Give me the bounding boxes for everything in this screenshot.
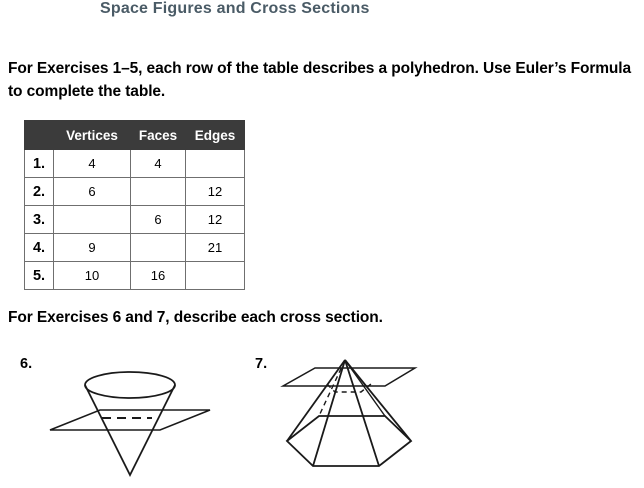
figure-cone-cross-section (40, 355, 220, 485)
row-number: 3. (25, 206, 54, 234)
table-corner-cell (25, 121, 54, 150)
cell-vertices[interactable]: 9 (54, 234, 131, 262)
cell-vertices[interactable]: 6 (54, 178, 131, 206)
figure-label-6: 6. (20, 356, 33, 372)
column-header-faces: Faces (131, 121, 186, 150)
figure-label-7: 7. (255, 356, 268, 372)
cell-edges[interactable]: 21 (186, 234, 245, 262)
cell-faces[interactable]: 4 (131, 150, 186, 178)
cell-faces[interactable]: 16 (131, 262, 186, 290)
figure-pyramid-cross-section (275, 348, 425, 488)
table-row (25, 206, 245, 234)
cell-vertices[interactable] (54, 206, 131, 234)
table-header-row (25, 121, 245, 150)
cell-edges[interactable] (186, 262, 245, 290)
row-number: 2. (25, 178, 54, 206)
cell-edges[interactable]: 12 (186, 206, 245, 234)
cell-vertices[interactable]: 4 (54, 150, 131, 178)
table-row (25, 234, 245, 262)
table-row (25, 178, 245, 206)
cell-edges[interactable]: 12 (186, 178, 245, 206)
row-number: 1. (25, 150, 54, 178)
cell-faces[interactable] (131, 234, 186, 262)
row-number: 5. (25, 262, 54, 290)
euler-table-wrap (24, 120, 245, 290)
page-title: Space Figures and Cross Sections (100, 0, 370, 17)
table-row (25, 262, 245, 290)
instruction-exercises-1-5: For Exercises 1–5, each row of the table describes a polyhedron. Use Euler’s Formula to complete the table. (8, 60, 632, 100)
euler-formula-table (24, 120, 245, 290)
instruction-exercises-6-7: For Exercises 6 and 7, describe each cross section. (8, 309, 383, 326)
table-row (25, 150, 245, 178)
column-header-edges: Edges (186, 121, 245, 150)
column-header-vertices: Vertices (54, 121, 131, 150)
cell-edges[interactable] (186, 150, 245, 178)
row-number: 4. (25, 234, 54, 262)
cell-vertices[interactable]: 10 (54, 262, 131, 290)
hexagonal-pyramid-with-plane-icon (275, 348, 425, 483)
cone-with-plane-icon (40, 355, 220, 480)
cell-faces[interactable] (131, 178, 186, 206)
cell-faces[interactable]: 6 (131, 206, 186, 234)
